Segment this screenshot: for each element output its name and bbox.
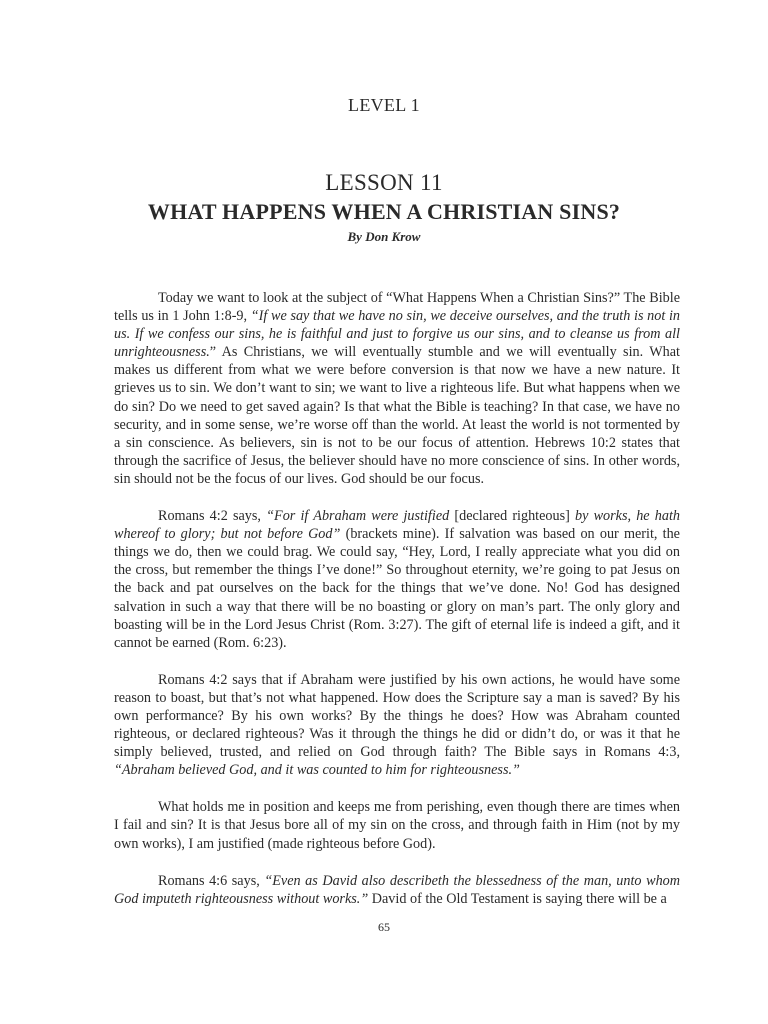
scripture-quote: “For if Abraham were justified [266,508,455,525]
scripture-quote: by works, he hath whereof to glory; but not before God” [114,508,680,543]
lesson-number: LESSON 11 [325,170,443,195]
lesson-title: WHAT HAPPENS WHEN A CHRISTIAN SINS? [147,199,621,224]
body-text [114,289,680,908]
level-heading: LEVEL 1 [348,95,420,115]
text-run: Romans 4:2 says that if Abraham were justified by his own actions, he would have some reason to boast, but that’s not what happened. How does the Scripture say a man is saved? By his own performance? By his own works? By the things he does? How was Abraham counted righteous, or declared righteous? Was it through the things he did or didn’t do, or was it that he simply believed, trusted, and relied on God through faith? The Bible says in Romans 4:3, [114,671,680,761]
paragraph-4 [114,798,680,852]
page-number: 65 [378,920,390,934]
author-byline: By Don Krow [347,229,421,244]
text-run: (brackets mine). If salvation was based on our merit, the things we do, then we could brag. We could say, “Hey, Lord, I really appreciate what you did on the cross, but remember the things I’ve done!” So throughout eternity, we’re going to pat Jesus on the back and pat ourselves on the back for the things that we’ve done. No! God has designed salvation in such a way that there will be no boasting or glory on man’s part. The only glory and boasting will be in the Lord Jesus Christ (Rom. 3:27). The gift of eternal life is indeed a gift, and it cannot be earned (Rom. 6:23). [114,526,680,651]
scripture-quote: “If we say that we have no sin, we deceive ourselves, and the truth is not in us. If we confess our sins, he is faithful and just to forgive us our sins, and to cleanse us from all unrighteousness. [114,308,680,361]
paragraph-3 [114,671,680,780]
text-run: David of the Old Testament is saying there will be a [368,890,667,907]
scripture-quote: “Even as David also describeth the blessedness of the man, unto whom God imputeth righteousness without works.” [114,872,680,907]
paragraph-2 [114,507,680,652]
paragraph-5 [114,872,680,908]
text-run: ” As Christians, we will eventually stumble and we will eventually sin. What makes us different from what we were before conversion is that now we have a new nature. It grieves us to sin. We don’t want to sin; we want to live a righteous life. But what happens when we do sin? Do we need to get saved again? Is that what the Bible is teaching? In that case, we have no security, and in some sense, we’re worse off than the world. At least the world is not tormented by a sin conscience. As believers, sin is not to be our focus of attention. Hebrews 10:2 states that through the sacrifice of Jesus, the believer should have no more conscience of sins. In other words, sin should not be the focus of our lives. God should be our focus. [114,344,680,487]
text-run: Today we want to look at the subject of “What Happens When a Christian Sins?” The Bible tells us in 1 John 1:8-9, [114,290,680,325]
text-run: [declared righteous] [454,508,576,525]
scripture-quote: “Abraham believed God, and it was counted to him for righteousness.” [114,762,520,779]
text-run: Romans 4:6 says, [158,872,265,889]
text-run: What holds me in position and keeps me from perishing, even though there are times when I fail and sin? It is that Jesus bore all of my sin on the cross, and through faith in Him (not by my own works), I am justified (made righteous before God). [114,799,680,852]
text-run: Romans 4:2 says, [158,508,267,525]
paragraph-1 [114,289,680,488]
